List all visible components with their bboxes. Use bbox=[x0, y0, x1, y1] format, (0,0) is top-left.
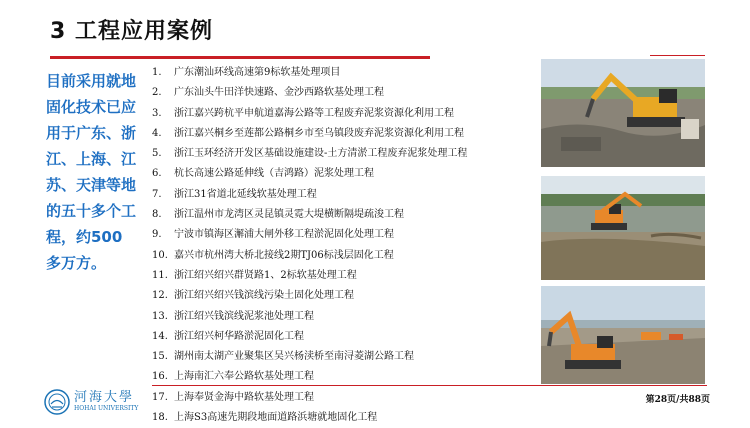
item-number: 7. bbox=[152, 188, 162, 200]
item-number: 9. bbox=[152, 229, 162, 241]
list-item bbox=[152, 83, 467, 103]
item-text: 浙江绍兴绍兴群贤路1、2标软基处理工程 bbox=[174, 269, 357, 281]
item-number: 4. bbox=[152, 127, 162, 139]
item-text: 宁波市镇海区澥浦大闸外移工程淤泥固化处理工程 bbox=[174, 229, 394, 241]
item-text: 浙江嘉兴跨杭平申航道嘉海公路等工程废弃泥浆资源化利用工程 bbox=[174, 107, 454, 119]
list-item bbox=[152, 327, 467, 347]
site-photo-excavator-water bbox=[541, 176, 705, 280]
item-text: 浙江嘉兴桐乡至莲都公路桐乡市至乌镇段废弃泥浆资源化利用工程 bbox=[174, 127, 464, 139]
list-item bbox=[152, 164, 467, 184]
list-item bbox=[152, 205, 467, 225]
site-photo-excavator-slurry bbox=[541, 59, 705, 167]
logo-english-name: HOHAI UNIVERSITY bbox=[74, 405, 139, 412]
item-number: 8. bbox=[152, 209, 162, 221]
item-text: 广东潮汕环线高速第9标软基处理项目 bbox=[174, 67, 341, 78]
item-number: 15. bbox=[152, 351, 168, 363]
list-item bbox=[152, 307, 467, 327]
university-emblem-icon bbox=[44, 389, 70, 415]
list-item bbox=[152, 63, 467, 83]
item-number: 5. bbox=[152, 148, 162, 160]
item-number: 6. bbox=[152, 168, 162, 180]
list-item bbox=[152, 246, 467, 266]
item-text: 浙江绍兴绍兴钱滨线污染土固化处理工程 bbox=[174, 290, 354, 302]
list-item bbox=[152, 266, 467, 286]
list-item bbox=[152, 104, 467, 124]
item-text: 浙江绍兴钱滨线泥浆池处理工程 bbox=[174, 310, 314, 322]
item-text: 杭长高速公路延伸线（吉鸿路）泥浆处理工程 bbox=[174, 168, 374, 180]
item-number: 13. bbox=[152, 310, 168, 322]
list-item bbox=[152, 225, 467, 245]
list-item bbox=[152, 286, 467, 306]
item-number: 18. bbox=[152, 412, 168, 424]
item-number: 3. bbox=[152, 107, 162, 119]
item-text: 湖州南太湖产业聚集区吴兴杨渎桥至南浔菱湖公路工程 bbox=[174, 351, 414, 363]
title-divider-right bbox=[650, 55, 705, 56]
item-number: 2. bbox=[152, 87, 162, 99]
item-number: 11. bbox=[152, 269, 168, 281]
logo-chinese-name: 河海大學 bbox=[74, 390, 135, 405]
item-number: 1. bbox=[152, 67, 162, 78]
item-text: 浙江31省道北延线软基处理工程 bbox=[174, 188, 317, 200]
list-item bbox=[152, 124, 467, 144]
list-item bbox=[152, 347, 467, 367]
footer-divider bbox=[152, 385, 707, 386]
item-text: 上海南汇六奉公路软基处理工程 bbox=[174, 371, 314, 383]
item-text: 上海奉贤金海中路软基处理工程 bbox=[174, 391, 314, 403]
item-number: 17. bbox=[152, 391, 168, 403]
list-item bbox=[152, 388, 467, 408]
project-list bbox=[152, 63, 467, 428]
item-number: 10. bbox=[152, 249, 168, 261]
university-logo bbox=[44, 389, 152, 415]
item-number: 14. bbox=[152, 330, 168, 342]
item-text: 浙江绍兴柯华路淤泥固化工程 bbox=[174, 330, 304, 342]
title-divider bbox=[50, 56, 430, 59]
item-number: 12. bbox=[152, 290, 168, 302]
list-item bbox=[152, 408, 467, 428]
summary-text: 目前采用就地固化技术已应用于广东、浙江、上海、江苏、天津等地的五十多个工程，约500多万方。 bbox=[46, 72, 137, 272]
item-text: 浙江玉环经济开发区基础设施建设-土方清淤工程废弃泥浆处理工程 bbox=[174, 148, 468, 160]
list-item bbox=[152, 185, 467, 205]
item-text: 广东汕头牛田洋快速路、金沙西路软基处理工程 bbox=[174, 87, 384, 99]
list-item bbox=[152, 144, 467, 164]
slide-title: 3 工程应用案例 bbox=[50, 19, 213, 44]
page-indicator: 第28页/共88页 bbox=[645, 395, 710, 405]
item-text: 嘉兴市杭州湾大桥北接线2期TJ06标浅层固化工程 bbox=[174, 249, 394, 261]
item-number: 16. bbox=[152, 371, 168, 383]
item-text: 上海S3高速先期段地面道路浜塘就地固化工程 bbox=[174, 412, 378, 424]
item-text: 浙江温州市龙湾区灵昆镇灵霓大堤横断隔堤疏浚工程 bbox=[174, 209, 404, 221]
site-photo-excavator-ground bbox=[541, 286, 705, 384]
